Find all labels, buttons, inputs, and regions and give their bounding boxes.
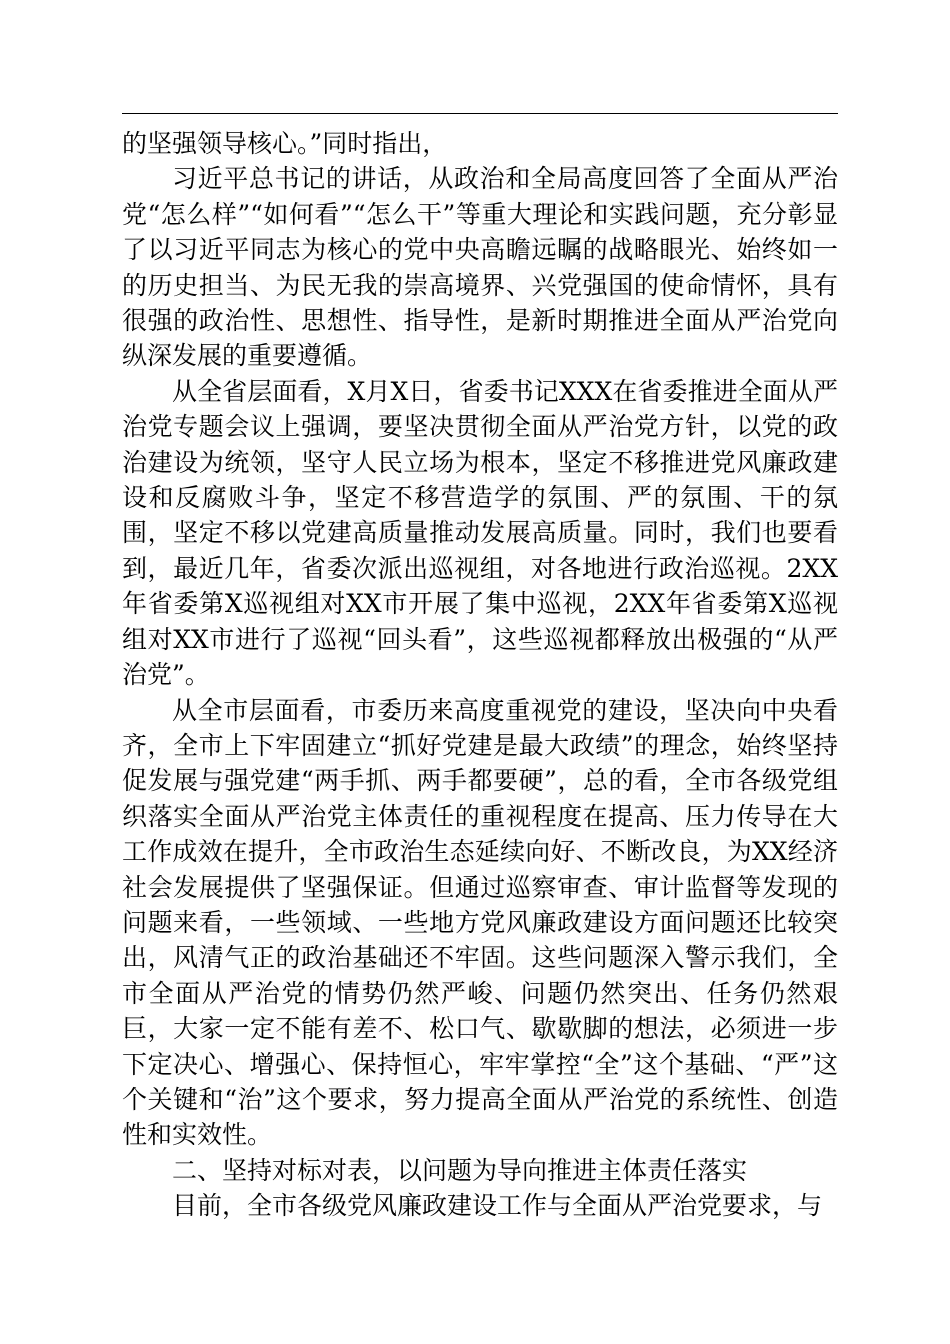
paragraph-city-level: 从全市层面看，市委历来高度重视党的建设，坚决向中央看齐，全市上下牢固建立“抓好党建是最大政绩”的理念，始终坚持促发展与强党建“两手抓、两手都要硬”，总的看，全市各级党组织落实全面从严治党主体责任的重视程度在提高、压力传导在大工作成效在提升，全市政治生态延续向好、不断改良，为XX经济社会发展提供了坚强保证。但通过巡察审查、审计监督等发现的问题来看，一些领域、一些地方党风廉政建设方面问题还比较突出，风清气正的政治基础还不牢固。这些问题深入警示我们，全市全面从严治党的情势仍然严峻、问题仍然突出、任务仍然艰巨，大家一定不能有差不、松口气、歇歇脚的想法，必须进一步下定决心、增强心、保持恒心，牢牢掌控“全”这个基础、“严”这个关键和“治”这个要求，努力提高全面从严治党的系统性、创造性和实效性。 (122, 695, 838, 1150)
paragraph-speech-significance: 习近平总书记的讲话，从政治和全局高度回答了全面从严治党“怎么样”“如何看”“怎么干”等重大理论和实践问题，充分彰显了以习近平同志为核心的党中央高瞻远瞩的战略眼光、始终如一的历史担当、为民无我的崇高境界、兴党强国的使命情怀，具有很强的政治性、思想性、指导性，是新时期推进全面从严治党向纵深发展的重要遵循。 (122, 164, 838, 371)
paragraph-current-status: 目前，全市各级党风廉政建设工作与全面从严治党要求，与 (172, 1191, 823, 1221)
header-rule (122, 113, 838, 114)
document-body (122, 126, 838, 1224)
section-heading: 二、坚持对标对表，以问题为导向推进主体责任落实 (172, 1155, 748, 1185)
paragraph-province-level: 从全省层面看，X月X日，省委书记XXX在省委推进全面从严治党专题会议上强调，要坚决贯彻全面从严治党方针，以党的政治建设为统领，坚守人民立场为根本，坚定不移推进党风廉政建设和反腐败斗争，坚定不移营造学的氛围、严的氛围、干的氛围，坚定不移以党建高质量推动发展高质量。同时，我们也要看到，最近几年，省委次派出巡视组，对各地进行政治巡视。2XX年省委第X巡视组对XX市开展了集中巡视，2XX年省委第X巡视组对XX市进行了巡视“回头看”，这些巡视都释放出极强的“从严治党”。 (122, 376, 838, 690)
paragraph-continuation: 的坚强领导核心。”同时指出， (122, 129, 448, 158)
